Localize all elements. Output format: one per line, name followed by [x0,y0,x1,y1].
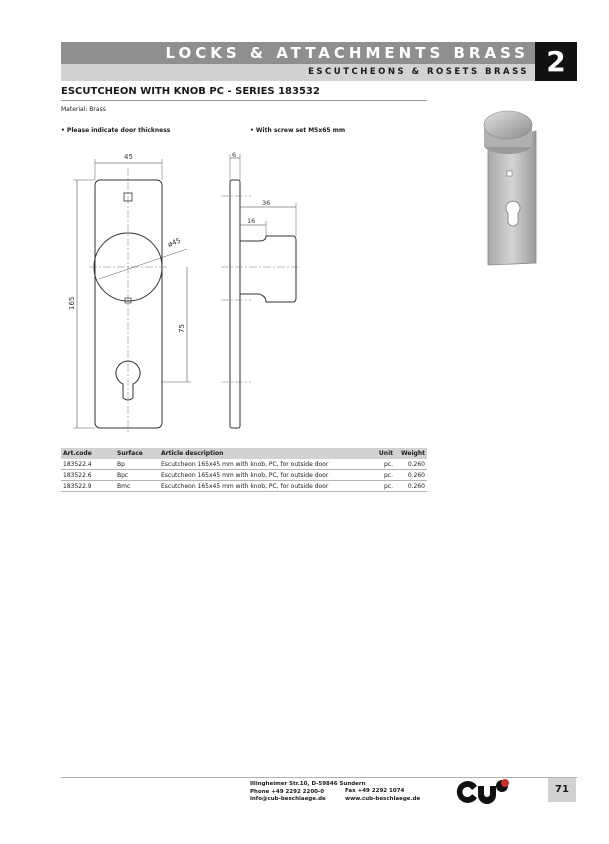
col-weight: Weight [395,448,427,459]
art-code: 183522.9 [61,481,115,492]
header-title: LOCKS & ATTACHMENTS BRASS [165,44,529,62]
surface: Bp [115,459,159,470]
col-art-code: Art.code [61,448,115,459]
title-divider [61,100,427,101]
description: Escutcheon 165x45 mm with knob, PC, for outside door [159,470,369,481]
unit: pc. [369,470,395,481]
plate-side-outline [230,180,240,428]
chapter-number: 2 [535,42,577,81]
table-row [61,459,427,470]
col-description: Article description [159,448,369,459]
header-bar [61,42,535,64]
knob-diameter-dimension: ø45 [166,236,182,249]
weight: 0.260 [395,481,427,492]
footer-web: www.cub-beschlaege.de [345,795,421,802]
diameter-leader [99,249,187,279]
weight: 0.260 [395,459,427,470]
neck-length-dimension: 16 [247,217,256,225]
table-header-row [61,448,427,459]
footer-phone: Phone +49 2292 2200-0 [250,788,325,795]
weight: 0.260 [395,470,427,481]
subheader-bar [61,64,535,81]
plate-front-outline [95,180,162,428]
table-row [61,470,427,481]
page-number-box [548,778,576,802]
surface: Bpc [115,470,159,481]
page-number: 71 [555,784,569,795]
footer-email: info@cub-beschlaege.de [250,796,326,802]
technical-drawing [61,148,311,438]
surface: Bmc [115,481,159,492]
plate-thickness-dimension: 6 [232,151,237,159]
product-photo [470,105,570,270]
unit: pc. [369,481,395,492]
knob-depth-dimension: 36 [262,199,271,207]
art-code: 183522.4 [61,459,115,470]
width-dimension: 45 [124,153,133,161]
col-surface: Surface [115,448,159,459]
header-subtitle: ESCUTCHEONS & ROSETS BRASS [308,67,529,77]
material-text: Material: Brass [61,106,106,113]
article-table [61,448,427,492]
footer-contact-block [345,788,420,803]
footer-fax: Fax +49 2292 1074 [345,788,405,794]
company-logo [455,778,511,804]
col-unit: Unit [369,448,395,459]
product-title: ESCUTCHEON WITH KNOB PC - SERIES 183532 [61,86,320,97]
footer-address: Illingheimer Str.10, D-59846 Sundern [250,781,366,787]
height-dimension: 165 [68,296,76,310]
note-screw-set: • With screw set M5x65 mm [250,127,346,134]
art-code: 183522.6 [61,470,115,481]
unit: pc. [369,459,395,470]
description: Escutcheon 165x45 mm with knob, PC, for outside door [159,459,369,470]
description: Escutcheon 165x45 mm with knob, PC, for outside door [159,481,369,492]
table-row [61,481,427,492]
knob-side-outline [240,236,296,302]
spacing-dimension: 75 [178,324,186,333]
note-door-thickness: • Please indicate door thickness [61,127,171,134]
